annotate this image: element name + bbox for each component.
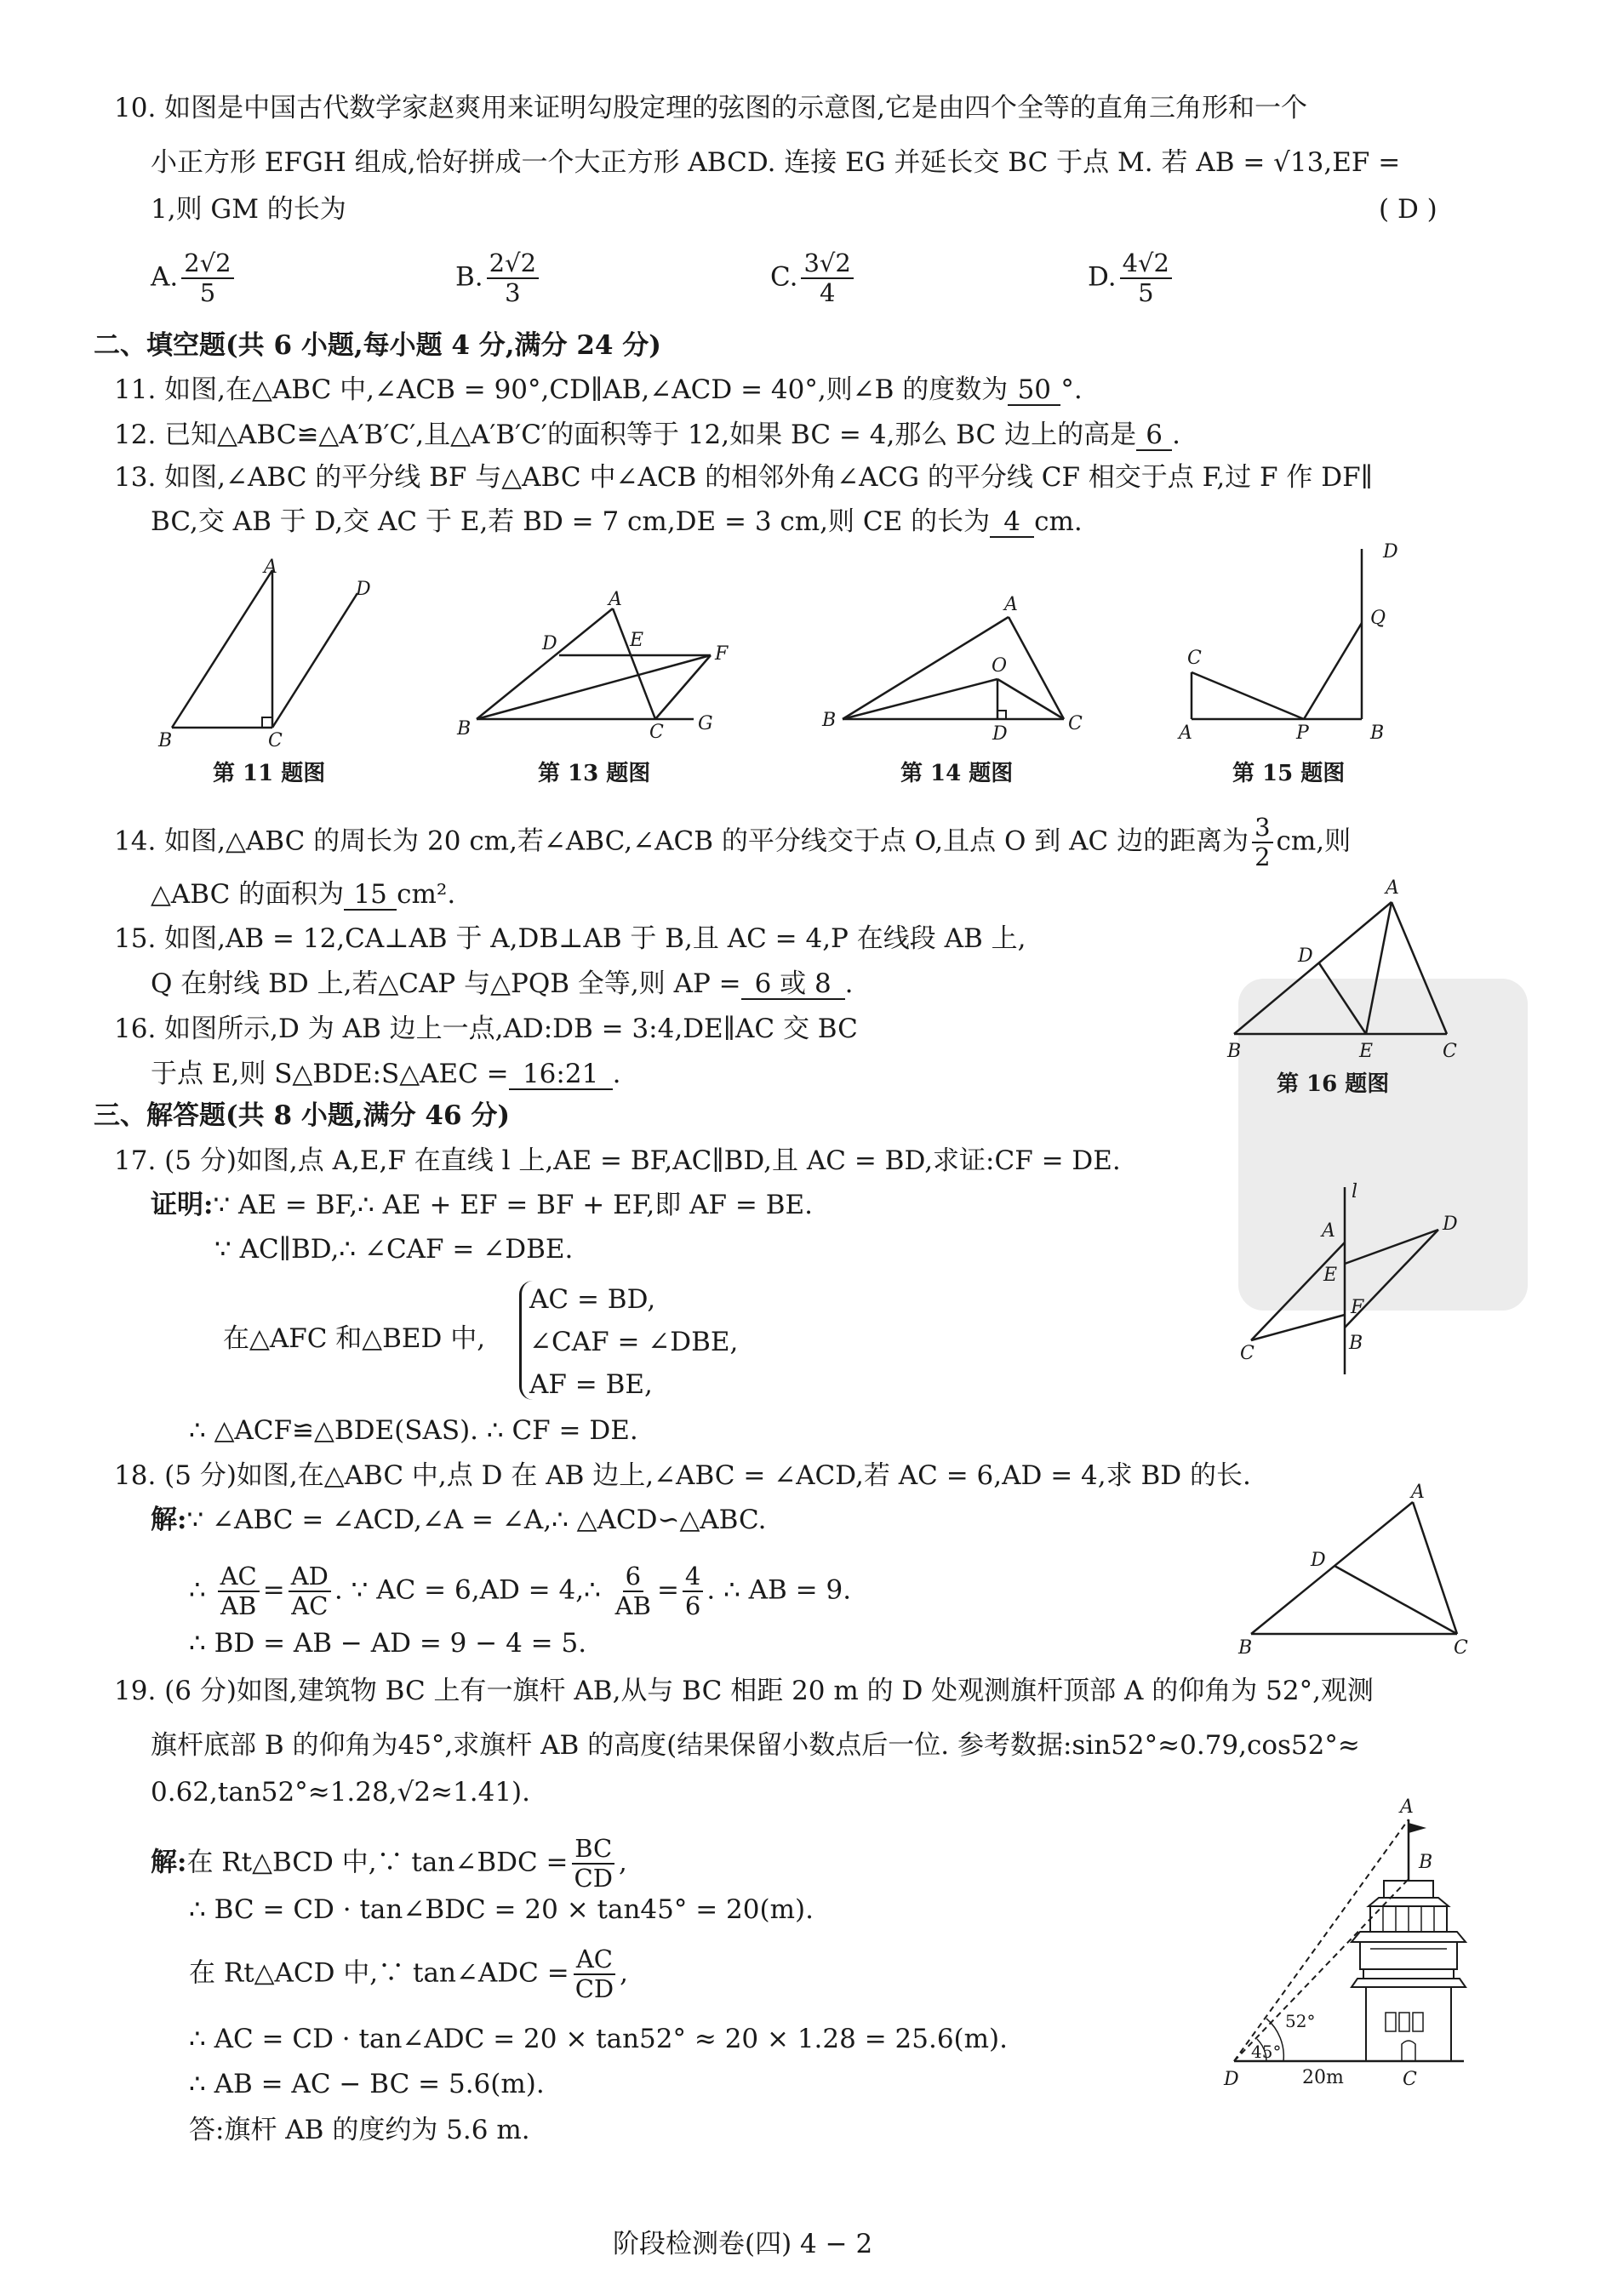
fig11-label-d: D xyxy=(356,579,371,600)
q17-proof-conclusion: ∴ △ACF≌△BDE(SAS). ∴ CF = DE. xyxy=(189,1415,638,1446)
fig13-side-ab xyxy=(477,608,613,719)
q19-solution-line2: ∴ BC = CD · tan∠BDC = 20 × tan45° = 20(m). xyxy=(189,1894,814,1925)
page-footer: 阶段检测卷(四) 4 − 2 xyxy=(613,2229,873,2259)
q16-answer: 16:21 xyxy=(509,1059,613,1090)
fig17-label-f: F xyxy=(1351,1297,1364,1318)
option-b-fraction: $\frac{2√2}{3}$ xyxy=(487,251,539,306)
section2-title: 二、填空题(共 6 小题,每小题 4 分,满分 24 分) xyxy=(94,330,661,361)
figure-15 xyxy=(1179,541,1409,749)
fig15-caption: 第 15 题图 xyxy=(1232,761,1346,786)
fig15-label-c: C xyxy=(1187,648,1202,669)
q19-answer: 答:旗杆 AB 的度约为 5.6 m. xyxy=(189,2115,530,2145)
figure-13 xyxy=(455,591,736,745)
figure-16 xyxy=(1217,868,1472,1062)
fig19-flag xyxy=(1409,1823,1426,1833)
fig19-angle-45: 45° xyxy=(1251,2042,1282,2062)
q16-line2: 于点 E,则 S△BDE:S△AEC = 16:21 . xyxy=(151,1059,621,1089)
q19-fraction-ac-cd: $\frac{AC}{CD}$ xyxy=(574,1945,614,2003)
q10-line1: 10. 如图是中国古代数学家赵爽用来证明勾股定理的弦图的示意图,它是由四个全等的直角三角形和一个 xyxy=(114,93,1308,123)
q15-line1: 15. 如图,AB = 12,CA⊥AB 于 A,DB⊥AB 于 B,且 AC = 4,P 在线段 AB 上, xyxy=(114,923,1026,954)
q17-system-eq2: ∠CAF = ∠DBE, xyxy=(529,1327,739,1357)
fig19-label-d: D xyxy=(1224,2069,1239,2090)
fig17-label-b: B xyxy=(1349,1333,1363,1354)
fig14-caption: 第 14 题图 xyxy=(900,761,1014,786)
fig13-label-c: C xyxy=(649,722,664,743)
q19-solution-line1: 解:在 Rt△BCD 中,∵ tan∠BDC = $\frac{BC}{CD}$ , xyxy=(151,1834,627,1893)
q14-answer: 15 xyxy=(344,880,397,911)
fig18-side-ab xyxy=(1251,1502,1413,1634)
fig15-label-b: B xyxy=(1370,722,1385,744)
q17-proof-line3: 在△AFC 和△BED 中, xyxy=(223,1323,486,1354)
fig17-segment-cf xyxy=(1251,1315,1345,1340)
q10-line3: 1,则 GM 的长为 xyxy=(151,194,346,225)
fig11-ray-cd xyxy=(272,593,357,728)
fig15-segment-cp xyxy=(1192,672,1304,719)
option-a-fraction: $\frac{2√2}{5}$ xyxy=(181,251,233,306)
fig15-label-a: A xyxy=(1179,722,1192,744)
fig16-caption: 第 16 题图 xyxy=(1277,1071,1390,1097)
fig19-label-a: A xyxy=(1400,1796,1414,1818)
section3-title: 三、解答题(共 8 小题,满分 46 分) xyxy=(94,1100,511,1131)
fig16-label-c: C xyxy=(1443,1041,1457,1062)
fig14-side-ab xyxy=(843,617,1009,719)
q18-fraction-6-ab: $\frac{6}{AB}$ xyxy=(614,1562,651,1620)
q12-answer: 6 xyxy=(1136,420,1172,451)
fig18-label-c: C xyxy=(1454,1637,1468,1659)
option-c-fraction: $\frac{3√2}{4}$ xyxy=(801,251,853,306)
figure-18 xyxy=(1234,1482,1481,1668)
fig13-label-e: E xyxy=(630,630,644,651)
fig14-label-a: A xyxy=(1004,594,1018,615)
fig19-angle-52: 52° xyxy=(1285,2011,1316,2031)
fig18-label-a: A xyxy=(1411,1482,1425,1503)
fig13-caption: 第 13 题图 xyxy=(538,761,651,786)
fig16-segment-ae xyxy=(1366,902,1392,1034)
figure-11 xyxy=(158,557,391,753)
q10-option-a: A. $\frac{2√2}{5}$ xyxy=(151,251,237,306)
fig13-line-bf xyxy=(477,655,711,719)
fig14-label-c: C xyxy=(1068,713,1083,734)
q18-fraction-ad-ac: $\frac{AD}{AC}$ xyxy=(289,1564,331,1619)
q18-solution-line1: 解:∵ ∠ABC = ∠ACD,∠A = ∠A,∴ △ACD∽△ABC. xyxy=(151,1505,767,1535)
fig17-label-a: A xyxy=(1322,1220,1335,1242)
fig19-building xyxy=(1352,1881,1466,2061)
fig16-label-b: B xyxy=(1227,1041,1242,1062)
q13-answer: 4 xyxy=(990,507,1034,538)
q19-solution-line5: ∴ AB = AC − BC = 5.6(m). xyxy=(189,2069,545,2099)
fig13-label-g: G xyxy=(698,713,713,734)
fig16-segment-de xyxy=(1319,963,1366,1034)
fig16-label-a: A xyxy=(1386,877,1399,899)
figure-14 xyxy=(817,591,1089,745)
q10-option-b: B. $\frac{2√2}{3}$ xyxy=(455,251,542,306)
q17-proof-line1: 证明:∵ AE = BF,∴ AE + EF = BF + EF,即 AF = BE. xyxy=(151,1190,813,1220)
fig14-label-d: D xyxy=(992,723,1008,745)
fig16-label-e: E xyxy=(1359,1041,1374,1062)
fig19-sight-line-a xyxy=(1234,1819,1409,2061)
fig17-label-c: C xyxy=(1240,1343,1255,1364)
fig15-label-d: D xyxy=(1383,541,1398,563)
fig19-label-b: B xyxy=(1419,1852,1433,1873)
fig13-label-a: A xyxy=(609,589,622,610)
q11: 11. 如图,在△ABC 中,∠ACB = 90°,CD∥AB,∠ACD = 40°,则∠B 的度数为 50 °. xyxy=(114,374,1083,405)
fig17-segment-ac xyxy=(1251,1242,1345,1340)
q19-fraction-bc-cd: $\frac{BC}{CD}$ xyxy=(572,1836,615,1891)
fig18-label-b: B xyxy=(1238,1637,1253,1659)
fig19-label-c: C xyxy=(1403,2069,1417,2090)
fig11-side-ab xyxy=(172,570,272,728)
q19-solution-line3: 在 Rt△ACD 中,∵ tan∠ADC = $\frac{AC}{CD}$ , xyxy=(189,1945,628,2003)
q14-line2: △ABC 的面积为 15 cm². xyxy=(151,879,456,910)
q16-line1: 16. 如图所示,D 为 AB 边上一点,AD:DB = 3:4,DE∥AC 交 BC xyxy=(114,1014,858,1044)
q14-line1: 14. 如图,△ABC 的周长为 20 cm,若∠ABC,∠ACB 的平分线交于点 O,且点 O 到 AC 边的距离为 $\frac{3}{2}$ cm,则 xyxy=(114,813,1352,871)
fig13-label-b: B xyxy=(457,718,472,740)
q10-option-d: D. $\frac{4√2}{5}$ xyxy=(1088,251,1175,306)
q19-line3: 0.62,tan52°≈1.28,√2≈1.41). xyxy=(151,1777,531,1808)
q18-line1: 18. (5 分)如图,在△ABC 中,点 D 在 AB 边上,∠ABC = ∠ACD,若 AC = 6,AD = 4,求 BD 的长. xyxy=(114,1460,1251,1491)
fig17-label-e: E xyxy=(1323,1265,1338,1286)
fig14-side-ac xyxy=(1009,617,1064,719)
fig14-label-o: O xyxy=(992,655,1008,677)
figure-19 xyxy=(1217,1796,1472,2128)
fig14-label-b: B xyxy=(822,710,837,731)
fig13-side-ac xyxy=(613,608,655,719)
fig11-right-angle xyxy=(262,717,272,728)
q18-fraction-ac-ab: $\frac{AC}{AB}$ xyxy=(218,1564,260,1619)
fig11-label-a: A xyxy=(264,557,277,578)
q17-system-eq3: AF = BE, xyxy=(529,1369,653,1400)
q10-option-c: C. $\frac{3√2}{4}$ xyxy=(770,251,857,306)
fig11-label-b: B xyxy=(158,730,173,751)
fig17-label-d: D xyxy=(1443,1214,1458,1235)
q18-fraction-4-6: $\frac{4}{6}$ xyxy=(683,1564,703,1619)
q15-answer: 6 或 8 xyxy=(741,969,845,1000)
q11-answer: 50 xyxy=(1008,375,1060,406)
fig17-label-l: l xyxy=(1352,1181,1358,1202)
fig15-segment-pq xyxy=(1304,623,1362,719)
q18-solution-line3: ∴ BD = AB − AD = 9 − 4 = 5. xyxy=(189,1628,587,1659)
option-d-fraction: $\frac{4√2}{5}$ xyxy=(1120,251,1172,306)
fig13-label-f: F xyxy=(715,643,729,665)
fig13-line-cf xyxy=(655,655,711,719)
q13-line2: BC,交 AB 于 D,交 AC 于 E,若 BD = 7 cm,DE = 3 cm,则 CE 的长为 4 cm. xyxy=(151,506,1083,537)
fig11-caption: 第 11 题图 xyxy=(213,761,326,786)
q18-solution-line2: ∴ $\frac{AC}{AB}$ = $\frac{AD}{AC}$ . ∵ AC = 6,AD = 4,∴ $\frac{6}{AB}$ = $\frac{4}{6}$ . ∴ AB = 9. xyxy=(189,1562,852,1620)
fig16-side-ac xyxy=(1392,902,1447,1034)
q17-proof-line2: ∵ AC∥BD,∴ ∠CAF = ∠DBE. xyxy=(214,1234,574,1265)
q19-solution-line4: ∴ AC = CD · tan∠ADC = 20 × tan52° ≈ 20 × 1.28 = 25.6(m). xyxy=(189,2024,1008,2054)
fig15-label-q: Q xyxy=(1370,608,1386,629)
fig11-label-c: C xyxy=(268,730,283,751)
q17-system-eq1: AC = BD, xyxy=(529,1284,656,1315)
fig13-label-d: D xyxy=(542,633,557,654)
fig14-right-angle xyxy=(997,711,1006,719)
fig19-distance: 20m xyxy=(1302,2067,1344,2088)
fig16-label-d: D xyxy=(1298,945,1313,967)
q12: 12. 已知△ABC≌△A′B′C′,且△A′B′C′的面积等于 12,如果 BC = 4,那么 BC 边上的高是 6 . xyxy=(114,420,1180,450)
q19-line1: 19. (6 分)如图,建筑物 BC 上有一旗杆 AB,从与 BC 相距 20 m 的 D 处观测旗杆顶部 A 的仰角为 52°,观测 xyxy=(114,1676,1374,1706)
fig15-label-p: P xyxy=(1296,722,1309,744)
q14-distance-fraction: $\frac{3}{2}$ xyxy=(1252,815,1272,870)
q15-line2: Q 在射线 BD 上,若△CAP 与△PQB 全等,则 AP = 6 或 8 . xyxy=(151,968,854,999)
q19-line2: 旗杆底部 B 的仰角为45°,求旗杆 AB 的高度(结果保留小数点后一位. 参考数据:sin52°≈0.79,cos52°≈ xyxy=(151,1730,1360,1761)
fig16-side-ab xyxy=(1234,902,1392,1034)
q10-line2: 小正方形 EFGH 组成,恰好拼成一个大正方形 ABCD. 连接 EG 并延长交 BC 于点 M. 若 AB = √13,EF = xyxy=(151,147,1401,178)
q17-line1: 17. (5 分)如图,点 A,E,F 在直线 l 上,AE = BF,AC∥BD,且 AC = BD,求证:CF = DE. xyxy=(114,1145,1121,1176)
figure-17 xyxy=(1230,1179,1477,1383)
fig18-label-d: D xyxy=(1311,1550,1326,1571)
fig14-bisector-bo xyxy=(843,679,997,719)
q13-line1: 13. 如图,∠ABC 的平分线 BF 与△ABC 中∠ACB 的相邻外角∠ACG 的平分线 CF 相交于点 F,过 F 作 DF∥ xyxy=(114,462,1373,493)
fig17-segment-de xyxy=(1345,1230,1438,1264)
q10-answer: ( D ) xyxy=(1379,194,1437,225)
